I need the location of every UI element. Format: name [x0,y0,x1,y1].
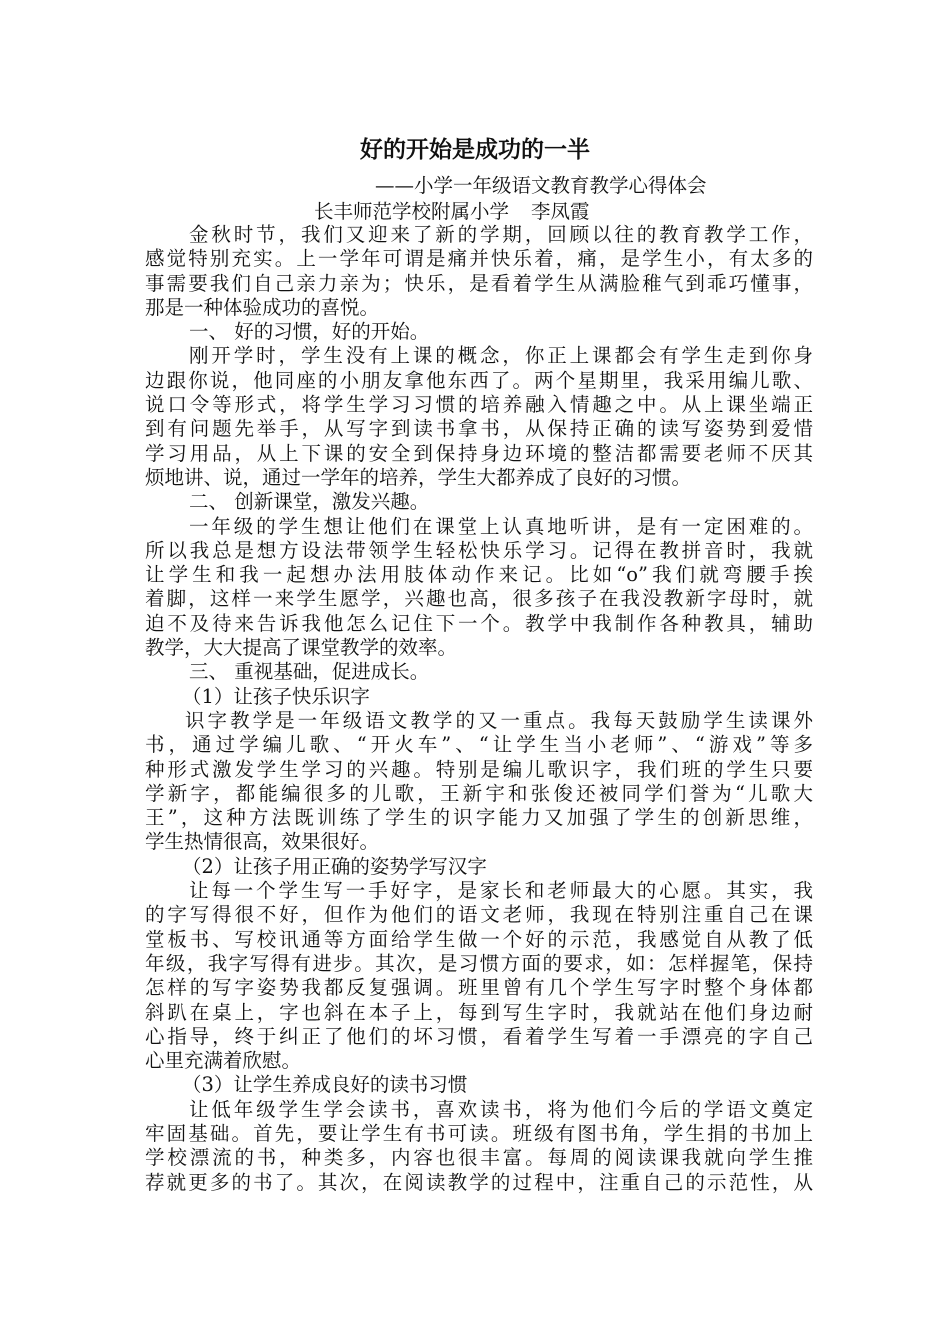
body-line: 着脚，这样一来学生愿学，兴趣也高，很多孩子在我没教新字母时，就 [145,587,813,611]
body-line: 让每一个学生写一手好字，是家长和老师最大的心愿。其实，我 [189,879,813,903]
body-line: 让低年级学生学会读书，喜欢读书，将为他们今后的学语文奠定 [189,1097,813,1121]
author-name: 李凤霞 [531,200,590,223]
section-heading: 三、 重视基础，促进成长。 [189,660,430,684]
body-line: 心指导，终于纠正了他们的坏习惯，看着学生写着一手漂亮的字自己 [145,1024,813,1048]
subsection-heading: （3）让学生养成良好的读书习惯 [182,1073,468,1097]
body-line: 的字写得很不好，但作为他们的语文老师，我现在特别注重自己在课 [145,903,813,927]
body-line: 学校漂流的书，种类多，内容也很丰富。每周的阅读课我就向学生推 [145,1146,813,1170]
body-line: 书，通过学编儿歌、“开火车”、“让学生当小老师”、“游戏”等多 [145,733,813,757]
body-line: 堂板书、写校讯通等方面给学生做一个好的示范，我感觉自从教了低 [145,927,813,951]
body-line: 教学，大大提高了课堂教学的效率。 [145,636,458,660]
body-line: 所以我总是想方设法带领学生轻松快乐学习。记得在教拼音时，我就 [145,538,813,562]
author-school: 长丰师范学校附属小学 [314,200,510,223]
body-line: 学新字，都能编很多的儿歌，王新宇和张俊还被同学们誉为“儿歌大 [145,781,813,805]
section-heading: 二、 创新课堂，激发兴趣。 [189,490,430,514]
body-line: 学生热情很高，效果很好。 [145,830,380,854]
body-line: 那是一种体验成功的喜悦。 [145,295,380,319]
body-line: 一年级的学生想让他们在课堂上认真地听讲，是有一定困难的。 [189,514,813,538]
body-line: 种形式激发学生学习的兴趣。特别是编儿歌识字，我们班的学生只要 [145,757,813,781]
document-title: 好的开始是成功的一半 [360,136,590,163]
subsection-heading: （2）让孩子用正确的姿势学写汉字 [182,854,487,878]
body-line: 烦地讲、说，通过一学年的培养，学生大都养成了良好的习惯。 [145,465,692,489]
body-line: 感觉特别充实。上一学年可谓是痛并快乐着，痛，是学生小，有太多的 [145,247,813,271]
subsection-heading: （1）让孩子快乐识字 [182,684,370,708]
body-line: 年级，我字写得有进步。其次，是习惯方面的要求，如：怎样握笔，保持 [145,951,813,975]
body-line: 说口令等形式，将学生学习习惯的培养融入情趣之中。从上课坐端正 [145,393,813,417]
body-line: 斜趴在桌上，字也斜在本子上，每到写生字时，我就站在他们身边耐 [145,1000,813,1024]
body-line: 牢固基础。首先，要让学生有书可读。班级有图书角，学生捐的书加上 [145,1121,813,1145]
author-line [314,200,590,224]
body-line: 刚开学时，学生没有上课的概念，你正上课都会有学生走到你身 [189,344,813,368]
body-line: 心里充满着欣慰。 [145,1049,302,1073]
body-line: 怎样的写字姿势我都反复强调。班里曾有几个学生写字时整个身体都 [145,976,813,1000]
body-line: 到有问题先举手，从写字到读书拿书，从保持正确的读写姿势到爱惜 [145,417,813,441]
body-line: 金秋时节，我们又迎来了新的学期，回顾以往的教育教学工作， [189,223,813,246]
body-line: 荐就更多的书了。其次，在阅读教学的过程中，注重自己的示范性，从 [145,1170,813,1194]
body-line: 学习用品，从上下课的安全到保持身边环境的整洁都需要老师不厌其 [145,441,813,465]
body-line: 边跟你说，他同座的小朋友拿他东西了。两个星期里，我采用编儿歌、 [145,368,813,392]
body-line: 让学生和我一起想办法用肢体动作来记。比如“o”我们就弯腰手挨 [145,563,813,587]
body-line: 迫不及待来告诉我他怎么记住下一个。教学中我制作各种教具，辅助 [145,611,813,635]
body-line: 识字教学是一年级语文教学的又一重点。我每天鼓励学生读课外 [185,708,813,732]
section-heading: 一、 好的习惯，好的开始。 [189,320,430,344]
document-subtitle: ——小学一年级语文教育教学心得体会 [375,174,707,197]
document-body [145,223,813,1195]
body-line: 事需要我们自己亲力亲为；快乐，是看着学生从满脸稚气到乖巧懂事， [145,271,813,295]
body-line: 王”，这种方法既训练了学生的识字能力又加强了学生的创新思维， [145,806,813,830]
